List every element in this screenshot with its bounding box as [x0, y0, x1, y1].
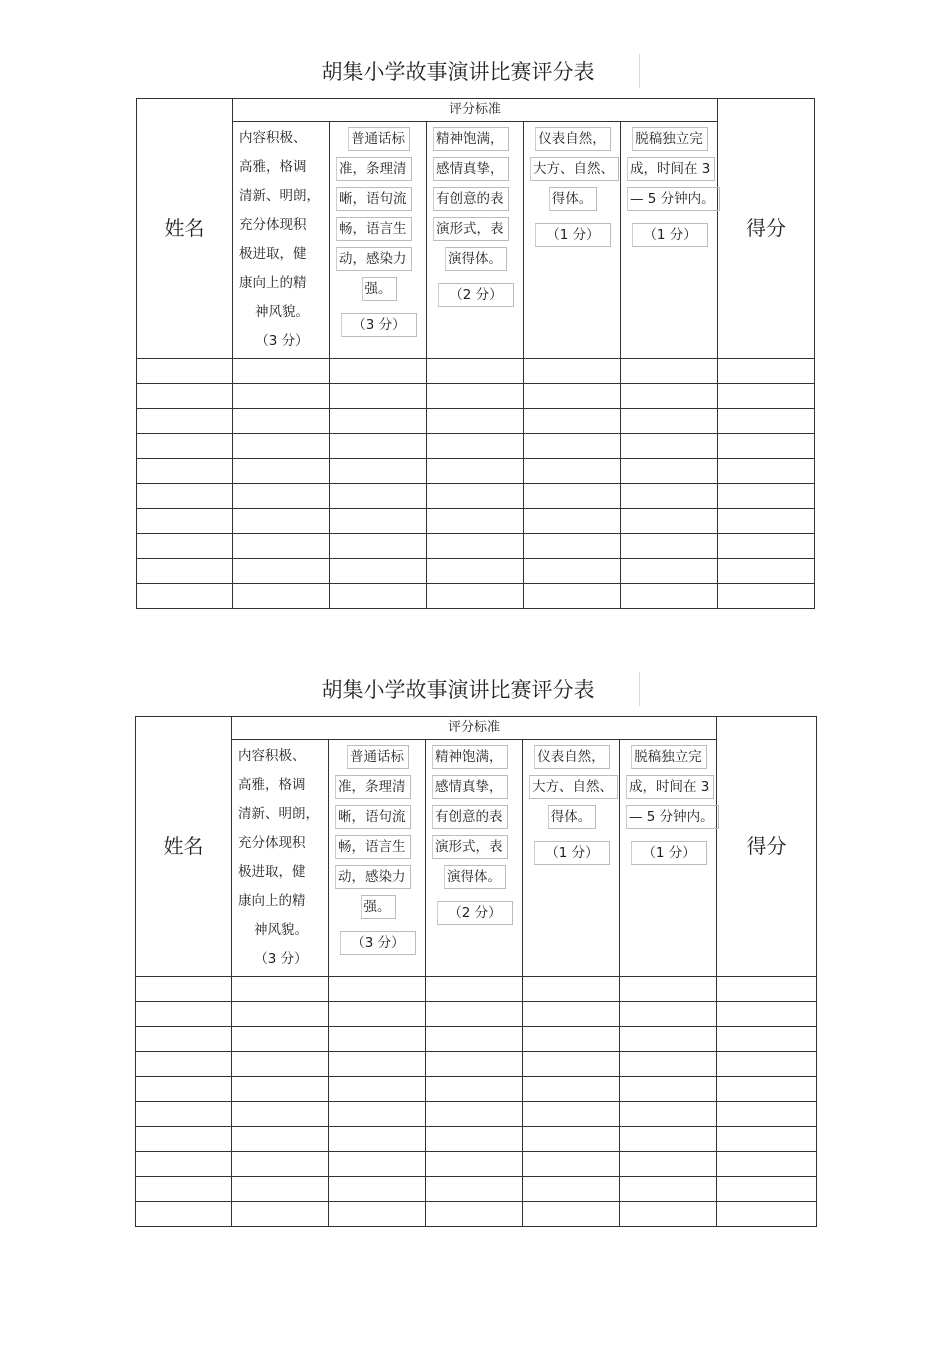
- table-row: [137, 434, 815, 459]
- name-column-header: 姓名: [136, 717, 232, 977]
- criterion-line: 得体。: [549, 187, 598, 211]
- criterion-line: 内容积极、: [239, 130, 307, 146]
- name-cell[interactable]: [136, 1027, 232, 1052]
- criterion-line: 充分体现积: [238, 835, 306, 851]
- table-row: [137, 384, 815, 409]
- criterion-line: 动，感染力: [335, 865, 411, 889]
- name-cell[interactable]: [137, 434, 233, 459]
- title-divider: [639, 54, 640, 88]
- table-row: [137, 484, 815, 509]
- criterion-points: （1 分）: [632, 223, 707, 247]
- score-cell[interactable]: [718, 384, 815, 409]
- criterion-points: （2 分）: [437, 901, 512, 925]
- criterion-line: 康向上的精: [238, 893, 306, 909]
- criterion-score-cell[interactable]: [524, 509, 621, 534]
- criterion-score-cell[interactable]: [232, 1077, 329, 1102]
- table-row: [136, 977, 817, 1002]
- criterion-score-cell[interactable]: [329, 1127, 426, 1152]
- criterion-score-cell[interactable]: [523, 1102, 620, 1127]
- criterion-score-cell[interactable]: [233, 534, 330, 559]
- criterion-appearance: [523, 740, 620, 977]
- score-cell[interactable]: [718, 509, 815, 534]
- criterion-score-cell[interactable]: [523, 1052, 620, 1077]
- table-row: [136, 1152, 817, 1177]
- name-cell[interactable]: [136, 1052, 232, 1077]
- criterion-score-cell[interactable]: [427, 434, 524, 459]
- criterion-score-cell[interactable]: [621, 534, 718, 559]
- criterion-score-cell[interactable]: [523, 1127, 620, 1152]
- criterion-score-cell[interactable]: [524, 484, 621, 509]
- score-cell[interactable]: [718, 459, 815, 484]
- table-row: [137, 559, 815, 584]
- title-divider: [639, 672, 640, 706]
- criterion-content: [233, 122, 330, 359]
- table-row: [137, 409, 815, 434]
- criterion-score-cell[interactable]: [233, 559, 330, 584]
- criterion-score-cell[interactable]: [620, 977, 717, 1002]
- criterion-score-cell[interactable]: [426, 1052, 523, 1077]
- criterion-score-cell[interactable]: [620, 1102, 717, 1127]
- criterion-score-cell[interactable]: [426, 1102, 523, 1127]
- table-row: [136, 1177, 817, 1202]
- criterion-line: 清新、明朗，: [239, 188, 320, 204]
- table-row: [137, 584, 815, 609]
- score-cell[interactable]: [717, 1002, 817, 1027]
- criterion-points: （1 分）: [535, 223, 610, 247]
- criterion-line: 准，条理清: [336, 157, 412, 181]
- criterion-score-cell[interactable]: [524, 409, 621, 434]
- criterion-line: 普通话标: [348, 127, 410, 151]
- criterion-score-cell[interactable]: [523, 977, 620, 1002]
- criterion-score-cell[interactable]: [427, 409, 524, 434]
- criterion-points: （2 分）: [438, 283, 513, 307]
- criterion-score-cell[interactable]: [330, 384, 427, 409]
- criterion-timing: [620, 740, 717, 977]
- criterion-line: 得体。: [548, 805, 597, 829]
- name-cell[interactable]: [137, 534, 233, 559]
- criterion-points: （3 分）: [255, 333, 309, 349]
- name-cell[interactable]: [137, 359, 233, 384]
- criterion-line: — 5 分钟内。: [626, 805, 719, 829]
- criterion-line: 普通话标: [347, 745, 409, 769]
- name-cell[interactable]: [136, 1077, 232, 1102]
- criterion-line: 大方、自然、: [530, 157, 619, 181]
- criterion-performance: [427, 122, 524, 359]
- criterion-score-cell[interactable]: [524, 359, 621, 384]
- criterion-score-cell[interactable]: [330, 509, 427, 534]
- criterion-line: — 5 分钟内。: [627, 187, 720, 211]
- criterion-score-cell[interactable]: [523, 1027, 620, 1052]
- criterion-line: 脱稿独立完: [631, 745, 707, 769]
- criterion-line: 高雅，格调: [239, 159, 307, 175]
- criterion-score-cell[interactable]: [523, 1002, 620, 1027]
- criterion-language: [329, 740, 426, 977]
- table-row: [137, 359, 815, 384]
- criterion-line: 极进取，健: [239, 246, 307, 262]
- criterion-line: 神风貌。: [255, 304, 309, 320]
- criterion-line: 演得体。: [444, 865, 506, 889]
- criterion-score-cell[interactable]: [524, 384, 621, 409]
- criterion-score-cell[interactable]: [620, 1127, 717, 1152]
- criterion-score-cell[interactable]: [329, 977, 426, 1002]
- criterion-score-cell[interactable]: [620, 1152, 717, 1177]
- name-cell[interactable]: [136, 1127, 232, 1152]
- criterion-score-cell[interactable]: [233, 384, 330, 409]
- criterion-line: 成，时间在 3: [626, 775, 714, 799]
- criterion-line: 仪表自然，: [535, 127, 611, 151]
- criterion-score-cell[interactable]: [621, 509, 718, 534]
- criterion-line: 神风貌。: [254, 922, 308, 938]
- criterion-score-cell[interactable]: [232, 1152, 329, 1177]
- criterion-score-cell[interactable]: [330, 534, 427, 559]
- criterion-line: 极进取，健: [238, 864, 306, 880]
- table-row: [137, 509, 815, 534]
- score-cell[interactable]: [718, 409, 815, 434]
- criterion-line: 准，条理清: [335, 775, 411, 799]
- criterion-line: 感情真挚，: [433, 157, 509, 181]
- criterion-score-cell[interactable]: [523, 1177, 620, 1202]
- criterion-score-cell[interactable]: [232, 1127, 329, 1152]
- sheet-title: 胡集小学故事演讲比赛评分表: [321, 678, 595, 702]
- score-cell[interactable]: [718, 559, 815, 584]
- criterion-points: （1 分）: [534, 841, 609, 865]
- criterion-score-cell[interactable]: [426, 1002, 523, 1027]
- criterion-score-cell[interactable]: [621, 459, 718, 484]
- criteria-group-header: 评分标准: [233, 99, 718, 122]
- criterion-score-cell[interactable]: [233, 459, 330, 484]
- criterion-score-cell[interactable]: [330, 409, 427, 434]
- criterion-score-cell[interactable]: [524, 559, 621, 584]
- score-cell[interactable]: [717, 1127, 817, 1152]
- criterion-line: 精神饱满，: [433, 127, 509, 151]
- criterion-score-cell[interactable]: [232, 1202, 329, 1227]
- name-cell[interactable]: [136, 977, 232, 1002]
- criterion-line: 畅，语言生: [336, 217, 412, 241]
- criterion-score-cell[interactable]: [620, 1027, 717, 1052]
- score-table: [135, 716, 817, 1227]
- criterion-score-cell[interactable]: [427, 384, 524, 409]
- score-rows: [137, 359, 815, 609]
- table-row: [137, 459, 815, 484]
- table-row: [136, 1027, 817, 1052]
- criterion-score-cell[interactable]: [620, 1077, 717, 1102]
- criterion-score-cell[interactable]: [621, 409, 718, 434]
- criterion-line: 畅，语言生: [335, 835, 411, 859]
- criterion-score-cell[interactable]: [330, 359, 427, 384]
- criterion-score-cell[interactable]: [621, 484, 718, 509]
- criterion-score-cell[interactable]: [621, 384, 718, 409]
- table-row: [136, 1202, 817, 1227]
- criterion-score-cell[interactable]: [427, 484, 524, 509]
- criterion-score-cell[interactable]: [329, 1077, 426, 1102]
- criterion-line: 动，感染力: [336, 247, 412, 271]
- criterion-score-cell[interactable]: [330, 434, 427, 459]
- criterion-score-cell[interactable]: [233, 584, 330, 609]
- criterion-score-cell[interactable]: [426, 1077, 523, 1102]
- criterion-score-cell[interactable]: [329, 1177, 426, 1202]
- criterion-line: 晰，语句流: [336, 187, 412, 211]
- criterion-line: 感情真挚，: [432, 775, 508, 799]
- table-row: [136, 1127, 817, 1152]
- score-table: [136, 98, 815, 609]
- criterion-score-cell[interactable]: [233, 409, 330, 434]
- criterion-score-cell[interactable]: [426, 1202, 523, 1227]
- criterion-line: 充分体现积: [239, 217, 307, 233]
- criterion-score-cell[interactable]: [524, 584, 621, 609]
- criterion-timing: [621, 122, 718, 359]
- criterion-appearance: [524, 122, 621, 359]
- criterion-score-cell[interactable]: [427, 359, 524, 384]
- name-cell[interactable]: [137, 459, 233, 484]
- criterion-score-cell[interactable]: [427, 559, 524, 584]
- name-cell[interactable]: [137, 384, 233, 409]
- score-column-header: 得分: [718, 99, 815, 359]
- criterion-score-cell[interactable]: [621, 559, 718, 584]
- table-row: [137, 534, 815, 559]
- criterion-score-cell[interactable]: [232, 977, 329, 1002]
- criterion-score-cell[interactable]: [329, 1002, 426, 1027]
- criterion-score-cell[interactable]: [426, 1177, 523, 1202]
- criterion-line: 高雅，格调: [238, 777, 306, 793]
- criterion-score-cell[interactable]: [330, 484, 427, 509]
- criterion-score-cell[interactable]: [232, 1102, 329, 1127]
- criterion-score-cell[interactable]: [330, 559, 427, 584]
- name-cell[interactable]: [136, 1002, 232, 1027]
- name-cell[interactable]: [136, 1152, 232, 1177]
- criterion-score-cell[interactable]: [523, 1077, 620, 1102]
- criterion-score-cell[interactable]: [233, 359, 330, 384]
- criterion-points: （1 分）: [631, 841, 706, 865]
- criterion-line: 康向上的精: [239, 275, 307, 291]
- criterion-score-cell[interactable]: [620, 1202, 717, 1227]
- criterion-score-cell[interactable]: [620, 1052, 717, 1077]
- criterion-score-cell[interactable]: [329, 1202, 426, 1227]
- sheet-title: 胡集小学故事演讲比赛评分表: [321, 60, 595, 84]
- score-cell[interactable]: [717, 1202, 817, 1227]
- criterion-score-cell[interactable]: [232, 1002, 329, 1027]
- criterion-score-cell[interactable]: [329, 1052, 426, 1077]
- criterion-score-cell[interactable]: [523, 1152, 620, 1177]
- name-cell[interactable]: [137, 484, 233, 509]
- criteria-group-header: 评分标准: [232, 717, 717, 740]
- criterion-score-cell[interactable]: [621, 359, 718, 384]
- criterion-score-cell[interactable]: [620, 1177, 717, 1202]
- criterion-score-cell[interactable]: [523, 1202, 620, 1227]
- name-column-header: 姓名: [137, 99, 233, 359]
- name-cell[interactable]: [136, 1177, 232, 1202]
- criterion-score-cell[interactable]: [620, 1002, 717, 1027]
- criterion-score-cell[interactable]: [426, 1152, 523, 1177]
- criterion-score-cell[interactable]: [329, 1152, 426, 1177]
- criterion-line: 脱稿独立完: [632, 127, 708, 151]
- score-rows: [136, 977, 817, 1227]
- criterion-performance: [426, 740, 523, 977]
- criterion-line: 大方、自然、: [529, 775, 618, 799]
- criterion-score-cell[interactable]: [426, 977, 523, 1002]
- criterion-line: 演形式，表: [433, 217, 509, 241]
- criterion-line: 有创意的表: [432, 805, 508, 829]
- criterion-score-cell[interactable]: [524, 434, 621, 459]
- criterion-score-cell[interactable]: [427, 584, 524, 609]
- criterion-line: 内容积极、: [238, 748, 306, 764]
- score-cell[interactable]: [718, 359, 815, 384]
- criterion-score-cell[interactable]: [329, 1102, 426, 1127]
- criterion-score-cell[interactable]: [233, 484, 330, 509]
- criterion-score-cell[interactable]: [330, 584, 427, 609]
- score-cell[interactable]: [717, 977, 817, 1002]
- table-row: [136, 1052, 817, 1077]
- name-cell[interactable]: [136, 1102, 232, 1127]
- criterion-content: [232, 740, 329, 977]
- name-cell[interactable]: [137, 584, 233, 609]
- criterion-line: 晰，语句流: [335, 805, 411, 829]
- table-row: [136, 1102, 817, 1127]
- name-cell[interactable]: [136, 1202, 232, 1227]
- criterion-line: 有创意的表: [433, 187, 509, 211]
- criterion-line: 仪表自然，: [534, 745, 610, 769]
- criterion-points: （3 分）: [254, 951, 308, 967]
- criterion-score-cell[interactable]: [427, 459, 524, 484]
- score-cell[interactable]: [717, 1102, 817, 1127]
- criterion-line: 强。: [361, 895, 396, 919]
- criterion-score-cell[interactable]: [621, 434, 718, 459]
- criterion-score-cell[interactable]: [233, 434, 330, 459]
- score-cell[interactable]: [717, 1177, 817, 1202]
- criterion-line: 精神饱满，: [432, 745, 508, 769]
- criterion-score-cell[interactable]: [427, 509, 524, 534]
- criterion-score-cell[interactable]: [524, 534, 621, 559]
- criterion-line: 强。: [362, 277, 397, 301]
- criterion-score-cell[interactable]: [330, 459, 427, 484]
- score-cell[interactable]: [718, 434, 815, 459]
- score-cell[interactable]: [717, 1077, 817, 1102]
- criterion-score-cell[interactable]: [232, 1177, 329, 1202]
- criterion-line: 演形式，表: [432, 835, 508, 859]
- name-cell[interactable]: [137, 559, 233, 584]
- score-column-header: 得分: [717, 717, 817, 977]
- score-cell[interactable]: [717, 1152, 817, 1177]
- table-row: [136, 1002, 817, 1027]
- criterion-score-cell[interactable]: [232, 1052, 329, 1077]
- name-cell[interactable]: [137, 509, 233, 534]
- criterion-score-cell[interactable]: [426, 1127, 523, 1152]
- criterion-line: 清新、明朗，: [238, 806, 319, 822]
- criterion-score-cell[interactable]: [427, 534, 524, 559]
- criterion-score-cell[interactable]: [329, 1027, 426, 1052]
- name-cell[interactable]: [137, 409, 233, 434]
- score-cell[interactable]: [718, 534, 815, 559]
- criterion-points: （3 分）: [341, 313, 416, 337]
- criterion-line: 成，时间在 3: [627, 157, 715, 181]
- criterion-score-cell[interactable]: [233, 509, 330, 534]
- criterion-line: 演得体。: [445, 247, 507, 271]
- score-cell[interactable]: [718, 484, 815, 509]
- score-cell[interactable]: [718, 584, 815, 609]
- criterion-score-cell[interactable]: [524, 459, 621, 484]
- table-row: [136, 1077, 817, 1102]
- criterion-points: （3 分）: [340, 931, 415, 955]
- score-cell[interactable]: [717, 1052, 817, 1077]
- criterion-score-cell[interactable]: [232, 1027, 329, 1052]
- criterion-language: [330, 122, 427, 359]
- score-cell[interactable]: [717, 1027, 817, 1052]
- criterion-score-cell[interactable]: [621, 584, 718, 609]
- criterion-score-cell[interactable]: [426, 1027, 523, 1052]
